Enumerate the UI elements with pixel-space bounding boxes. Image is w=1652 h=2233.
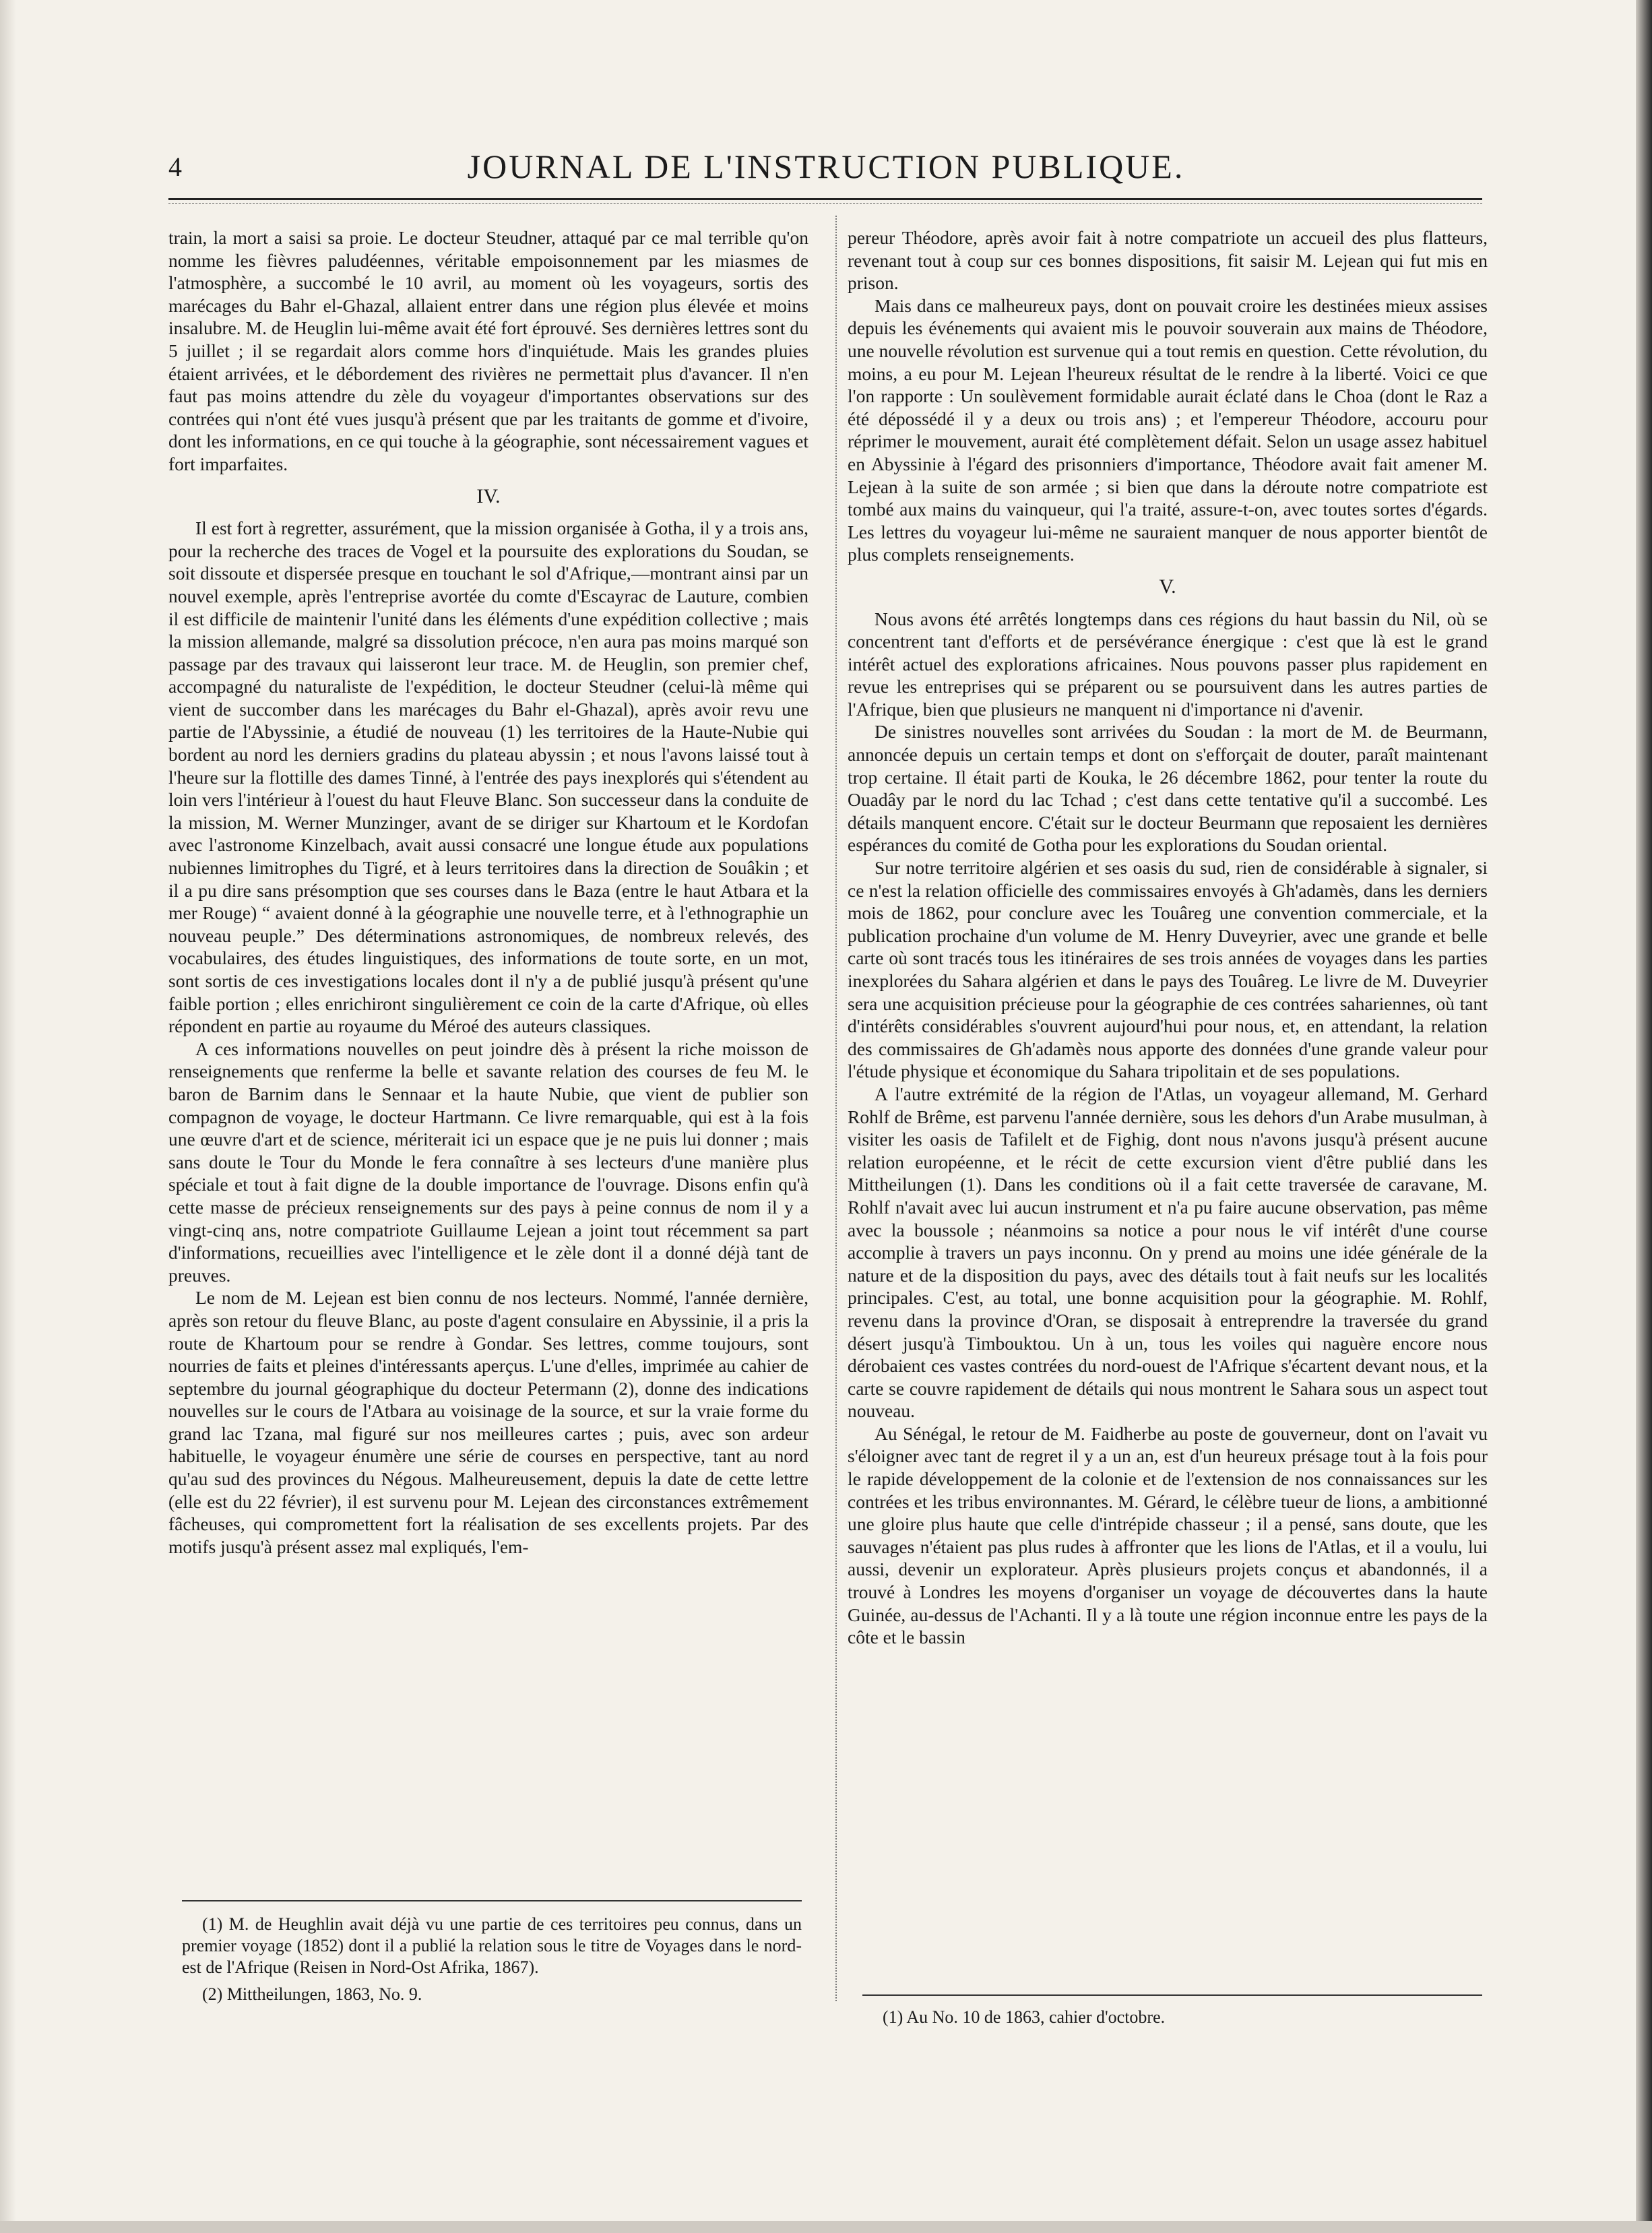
scan-edge-left [0, 0, 16, 2233]
paragraph: A ces informations nouvelles on peut joindre dès à présent la riche moisson de renseignements que renferme la belle et savante relation des courses de feu M. le baron de Barnim dans le Sennaar et la haute Nubie, que vient de publier son compagnon de voyage, le docteur Hartmann. Ce livre remarquable, qui est à la fois une œuvre d'art et de science, mériterait ici un espace que je ne puis lui donner ; mais sans doute le Tour du Monde le fera connaître à ses lecteurs d'une manière plus spéciale et tout à fait digne de la double importance de l'ouvrage. Disons enfin qu'à cette masse de précieux renseignements sur des pays à peine connus de nom il y a vingt-cinq ans, notre compatriote Guillaume Lejean a joint tout récemment sa part d'informations, recueillies avec l'intelligence et le zèle dont il a donné déjà tant de preuves. [168, 1038, 808, 1286]
paragraph: Mais dans ce malheureux pays, dont on pouvait croire les destinées mieux assises depuis les événements qui avaient mis le pouvoir souverain aux mains de Théodore, une nouvelle révolution est survenue qui a tout remis en question. Cette révolution, du moins, a eu pour M. Lejean l'heureux résultat de le rendre à la liberté. Voici ce que l'on rapporte : Un soulèvement formidable aurait éclaté dans le Choa (dont le Raz a été dépossédé il y a deux ou trois ans) ; et l'empereur Théodore, accouru pour réprimer le mouvement, aurait été complètement défait. Selon un usage assez habituel en Abyssinie à l'égard des prisonniers d'importance, Théodore avait fait amener M. Lejean à la suite de son armée ; si bien que dans la déroute notre compatriote est tombé aux mains du vainqueur, qui l'a traité, assure-t-on, avec toutes sortes d'égards. Les lettres du voyageur lui-même ne sauraient manquer de nous apporter bientôt de plus complets renseignements. [848, 294, 1488, 565]
header-rule [168, 198, 1482, 200]
footnote-rule-left [182, 1900, 802, 1901]
column-divider [835, 216, 837, 2001]
paragraph: Le nom de M. Lejean est bien connu de nos lecteurs. Nommé, l'année dernière, après son retour du fleuve Blanc, au poste d'agent consulaire en Abyssinie, il a pris la route de Khartoum pour se rendre à Gondar. Ses lettres, comme toujours, sont nourries de faits et pleines d'intéressants aperçus. L'une d'elles, imprimée au cahier de septembre du journal géographique du docteur Petermann (2), donne des indications nouvelles sur le cours de l'Atbara au voisinage de la source, et sur la vraie forme du grand lac Tzana, mal figuré sur nos meilleures cartes ; puis, avec son ardeur habituelle, le voyageur énumère une série de courses en perspective, tant au nord qu'au sud des provinces du Négous. Malheureusement, depuis la date de cette lettre (elle est du 22 février), il est survenu pour M. Lejean des circonstances extrêmement fâcheuses, qui compromettent fort la réalisation de ses excellents projets. Par des motifs jusqu'à présent assez mal expliqués, l'em- [168, 1287, 808, 1557]
page-number: 4 [168, 152, 182, 182]
paragraph: pereur Théodore, après avoir fait à notre compatriote un accueil des plus flatteurs, revenant tout à coup sur ces bonnes dispositions, fit saisir M. Lejean qui fut mis en prison. [848, 227, 1488, 294]
footnote: (1) Au No. 10 de 1863, cahier d'octobre. [883, 2007, 1166, 2027]
paragraph: De sinistres nouvelles sont arrivées du Soudan : la mort de M. de Beurmann, annoncée depuis un certain temps et dont on s'efforçait de douter, paraît maintenant trop certaine. Il était parti de Kouka, le 26 décembre 1862, pour tenter la route du Ouadây par le nord du lac Tchad ; c'est dans cette tentative qu'il a succombé. Les détails manquent encore. C'était sur le docteur Beurmann que reposaient les dernières espérances du comité de Gotha pour les explorations du Soudan oriental. [848, 721, 1488, 856]
left-column [168, 226, 808, 1558]
paragraph: Il est fort à regretter, assurément, que la mission organisée à Gotha, il y a trois ans, pour la recherche des traces de Vogel et la poursuite des explorations du Soudan, se soit dissoute et dispersée presque en touchant le sol d'Afrique,—montrant ainsi par un nouvel exemple, après l'entreprise avortée du comte d'Escayrac de Lauture, combien il est difficile de maintenir l'unité dans les éléments d'une expédition collective ; mais la mission allemande, malgré sa dissolution précoce, n'en aura pas moins marqué son passage par des travaux qui laisseront leur trace. M. de Heuglin, son premier chef, accompagné du naturaliste de l'expédition, le docteur Steudner (celui-là même qui vient de succomber dans les marécages du Bahr el-Ghazal), après avoir revu une partie de l'Abyssinie, a étudié de nouveau (1) les territoires de la Haute-Nubie qui bordent au nord les derniers gradins du plateau abyssin ; et nous l'avons laissé tout à l'heure sur la flottille des dames Tinné, à l'entrée des pays inexplorés qui s'étendent au loin vers l'intérieur à l'ouest du haut Fleuve Blanc. Son successeur dans la conduite de la mission, M. Werner Munzinger, avant de se diriger sur Khartoum et le Kordofan avec l'astronome Kinzelbach, avait aussi consacré une longue étude aux populations nubiennes limitrophes du Tigré, et à leurs territoires dans la direction de Souâkin ; et il a pu dire sans présomption que ses courses dans le Baza (entre le haut Atbara et la mer Rouge) “ avaient donné à la géographie une nouvelle terre, et à l'ethnographie un nouveau peuple.” Des déterminations astronomiques, de nombreux relevés, des vocabulaires, des études linguistiques, des informations de toute sorte, en un mot, sont sortis de ces investigations locales dont il n'y a de publié jusqu'à présent qu'une faible portion ; elles enrichiront singulièrement ce coin de la carte d'Afrique, où elles répondent en partie au royaume du Méroé des auteurs classiques. [168, 517, 808, 1037]
footnotes-right [862, 2007, 1482, 2034]
paragraph: Nous avons été arrêtés longtemps dans ces régions du haut bassin du Nil, où se concentrent tant d'efforts et de persévérance énergique : c'est que là est le grand intérêt actuel des explorations africaines. Nous pouvons passer plus rapidement en revue les entreprises qui se préparent ou se poursuivent dans les autres parties de l'Afrique, bien que plusieurs ne manquent ni d'importance ni d'avenir. [848, 608, 1488, 720]
header-rule-dashed [168, 203, 1482, 204]
section-heading-iv: IV. [476, 484, 501, 507]
right-column [848, 226, 1488, 1649]
footnote-rule-right [862, 1994, 1482, 1996]
footnotes-left [182, 1914, 802, 2011]
paragraph: Sur notre territoire algérien et ses oasis du sud, rien de considérable à signaler, si ce n'est la relation officielle des commissaires envoyés à Gh'adamès, dans les derniers mois de 1862, pour conclure avec les Touâreg une convention commerciale, et la publication prochaine d'un volume de M. Henry Duveyrier, avec une grande et belle carte où sont tracés tous les itinéraires de ses trois années de voyages dans les parties inexplorées du Sahara algérien et dans le pays des Touâreg. Le livre de M. Duveyrier sera une acquisition précieuse pour la géographie de ces contrées sahariennes, où tant d'intérêts considérables s'ouvrent aujourd'hui pour nous, et, en attendant, la relation des commissaires de Gh'adamès nous apporte des données d'une grande valeur pour l'étude physique et économique du Sahara tripolitain et de ses populations. [848, 857, 1488, 1082]
paragraph: Au Sénégal, le retour de M. Faidherbe au poste de gouverneur, dont on l'avait vu s'éloigner avec tant de regret il y a un an, est d'un heureux présage tout à la fois pour le rapide développement de la colonie et de l'extension de nos connaissances sur les contrées et les tribus environnantes. M. Gérard, le célèbre tueur de lions, a ambitionné une gloire plus haute que celle d'intrépide chasseur ; il a pensé, sans doute, que les sauvages n'étaient pas plus rudes à affronter que les lions de l'Atlas, et il a voulu, lui aussi, devenir un explorateur. Après plusieurs projets conçus et abandonnés, il a trouvé à Londres les moyens d'organiser un voyage de découvertes dans la haute Guinée, au-dessus de l'Achanti. Il y a là toute une région inconnue entre les pays de la côte et le bassin [848, 1422, 1488, 1648]
paragraph: train, la mort a saisi sa proie. Le docteur Steudner, attaqué par ce mal terrible qu'on nomme les fièvres paludéennes, véritable empoisonnement par les miasmes de l'atmosphère, a succombé le 10 avril, au moment où les voyageurs, sortis des marécages du Bahr el-Ghazal, allaient entrer dans une région plus élevée et moins insalubre. M. de Heuglin lui-même avait été fort éprouvé. Ses dernières lettres sont du 5 juillet ; il se regardait alors comme hors d'inquiétude. Mais les grandes pluies étaient arrivées, et le débordement des rivières ne permettait plus d'avancer. Il n'en faut pas moins attendre du zèle du voyageur d'importantes observations sur des contrées qui n'ont été vues jusqu'à présent que par les traitants de gomme et d'ivoire, dont les informations, en ce qui touche à la géographie, sont nécessairement vagues et fort imparfaites. [168, 227, 808, 474]
footnote: (2) Mittheilungen, 1863, No. 9. [202, 1984, 422, 2004]
section-heading-v: V. [1159, 575, 1176, 598]
journal-title: JOURNAL DE L'INSTRUCTION PUBLIQUE. [467, 148, 1185, 185]
paragraph: A l'autre extrémité de la région de l'Atlas, un voyageur allemand, M. Gerhard Rohlf de Brême, est parvenu l'année dernière, sous les dehors d'un Arabe musulman, à visiter les oasis de Tafilelt et de Fighig, dont nous n'avons jusqu'à présent aucune relation européenne, et le récit de cette excursion vient d'être publié dans les Mittheilungen (1). Dans les conditions où il a fait cette traversée de caravane, M. Rohlf n'avait avec lui aucun instrument et n'a pu faire aucune observation, pas même avec la boussole ; néanmoins sa notice a pour nous le vif intérêt d'une course accomplie à travers un pays inconnu. On y prend au moins une idée générale de la nature et de la disposition du pays, avec des détails tout à fait neufs sur les localités principales. C'est, au total, une bonne acquisition pour la géographie. M. Rohlf, revenu dans la province d'Oran, se disposait à entreprendre la traversée du grand désert jusqu'à Timbouktou. Un à un, tous les voiles qui naguère encore nous dérobaient ces vastes contrées du nord-ouest de l'Afrique s'écartent devant nous, et la carte se couvre rapidement de détails qui nous montrent le Sahara sous un aspect tout nouveau. [848, 1083, 1488, 1422]
scan-edge-bottom [0, 2221, 1652, 2233]
scan-edge-right [1636, 0, 1652, 2233]
footnote: (1) M. de Heughlin avait déjà vu une partie de ces territoires peu connus, dans un premier voyage (1852) dont il a publié la relation sous le titre de Voyages dans le nord-est de l'Afrique (Reisen in Nord-Ost Afrika, 1867). [182, 1914, 802, 1977]
